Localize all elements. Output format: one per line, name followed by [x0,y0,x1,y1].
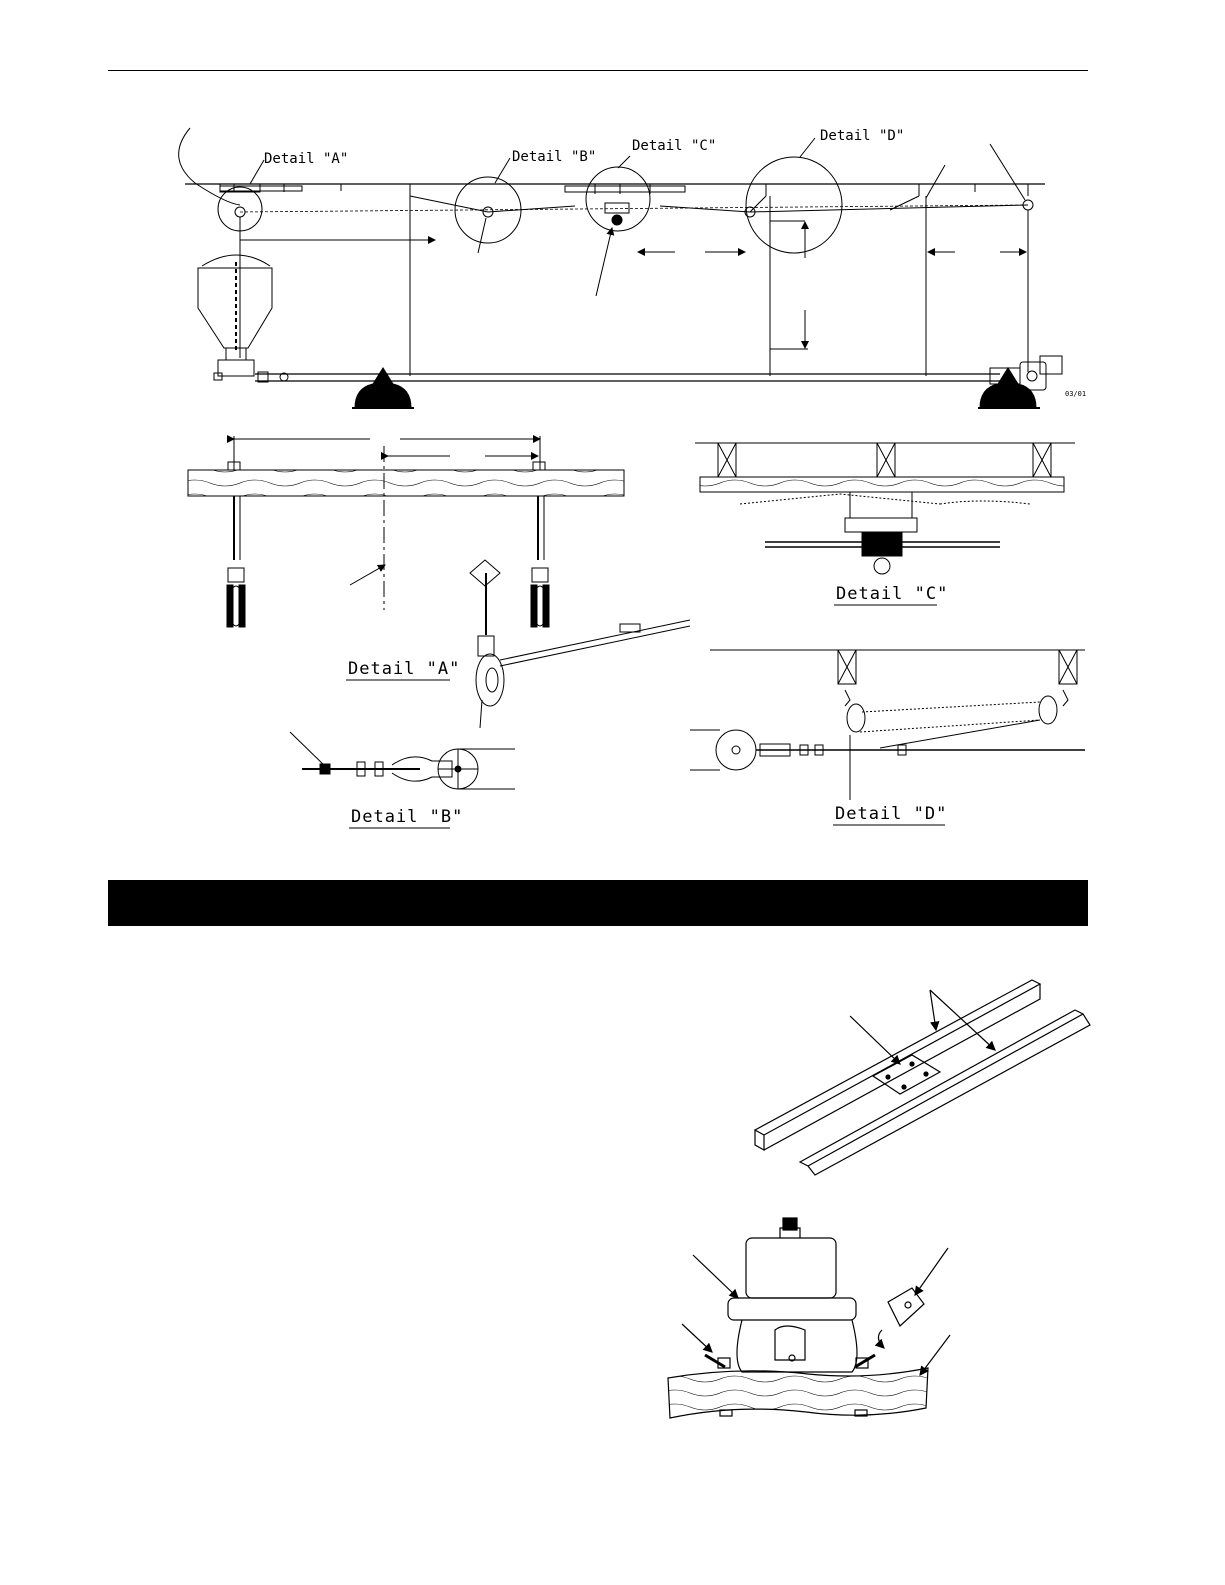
label-detail-a: Detail "A" [264,151,349,167]
caption-detail-d: Detail "D" [835,804,948,824]
channel-splice-illustration [755,980,1090,1175]
detail-c-drawing [695,443,1075,574]
caption-detail-a: Detail "A" [348,659,461,679]
winch-mount-illustration [668,1218,950,1418]
label-detail-c: Detail "C" [632,138,717,154]
drawing-stamp: 03/01 [1065,390,1087,398]
caption-detail-b: Detail "B" [351,807,464,827]
caption-detail-c: Detail "C" [836,584,949,604]
detail-d-drawing [690,650,1085,800]
detail-b-drawing [290,732,515,789]
detail-a-drawing [188,436,690,728]
label-detail-d: Detail "D" [820,128,905,144]
overview-system-drawing [179,128,1062,408]
label-detail-b: Detail "B" [512,149,597,165]
